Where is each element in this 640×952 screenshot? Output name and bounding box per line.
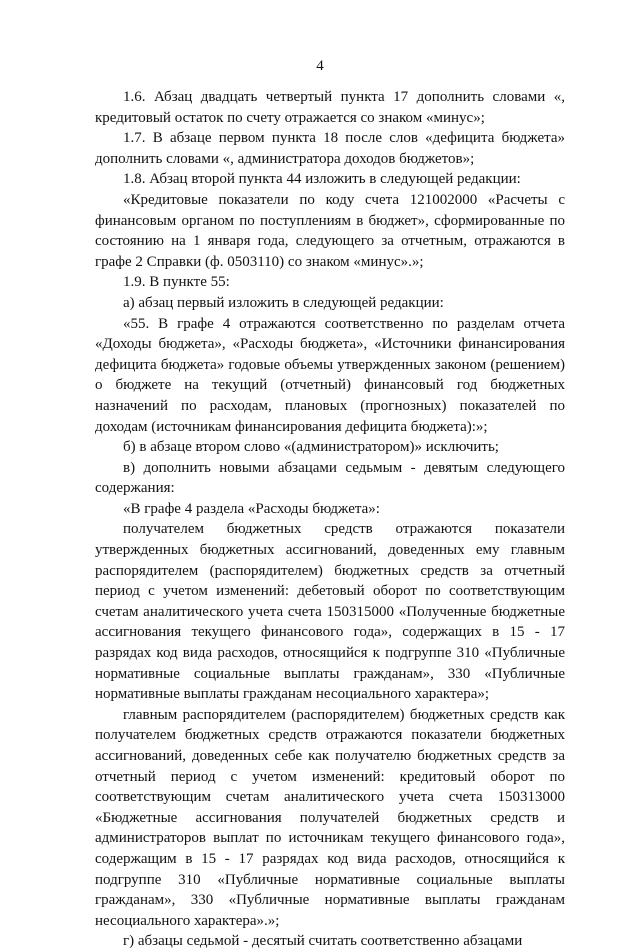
paragraph-1-9-a-quote: «55. В графе 4 отражаются соответственно по разделам отчета «Доходы бюджета», «Расходы бюджета», «Источники финансирования дефицита бюджета» годовые объемы утвержденных законом (решением) о бюджете на текущий (отчетный) финансовый год бюджетных назначений по расходам, плановых (прогнозных) показателей по доходам (источникам финансирования дефицита бюджета):»; [95,315,565,435]
paragraph-1-6: 1.6. Абзац двадцать четвертый пункта 17 дополнить словами «, кредитовый остаток по счету отражается со знаком «минус»; [95,89,565,126]
paragraph-1-7: 1.7. В абзаце первом пункта 18 после слов «дефицита бюджета» дополнить словами «, администратора доходов бюджетов»; [95,130,565,167]
page-number: 4 [316,58,324,74]
paragraph-1-8: 1.8. Абзац второй пункта 44 изложить в следующей редакции: [123,171,521,188]
paragraph-1-9-b: б) в абзаце втором слово «(администратором)» исключить; [123,439,499,456]
paragraph-1-9-g: г) абзацы седьмой - десятый считать соответственно абзацами [123,933,523,950]
paragraph-1-9-a: а) абзац первый изложить в следующей редакции: [123,294,444,311]
paragraph-1-8-quote: «Кредитовые показатели по коду счета 121002000 «Расчеты с финансовым органом по поступлениям в бюджет», сформированные по состоянию на 1 января года, следующего за отчетным, отражаются в графе 2 Справки (ф. 0503110) со знаком «минус».»; [95,191,565,270]
paragraph-1-9-v-recipient: получателем бюджетных средств отражаются показатели утвержденных бюджетных ассигнований, доведенных ему главным распорядителем (распорядителем) бюджетных средств за отчетный период с учетом изменений: дебетовый оборот по соответствующим счетам аналитического учета счета 150315000 «Полученные бюджетные ассигнования текущего финансового года», содержащих в 15 - 17 разрядах код вида расходов, относящийся к подгруппе 310 «Публичные нормативные социальные выплаты гражданам», 330 «Публичные нормативные выплаты гражданам несоциального характера»; [95,521,565,703]
document-body [95,87,565,952]
paragraph-1-9-v: в) дополнить новыми абзацами седьмым - девятым следующего содержания: [95,459,565,497]
paragraph-1-9-v-heading: «В графе 4 раздела «Расходы бюджета»: [123,500,380,517]
paragraph-1-9-v-main-manager: главным распорядителем (распорядителем) бюджетных средств как получателем бюджетных средств отражаются показатели бюджетных ассигнований, доведенных себе как получателю бюджетных средств за отчетный период с учетом изменений: кредитовый оборот по соответствующим счетам аналитического учета счета 150313000 «Бюджетные ассигнования получателей бюджетных средств и администраторов выплат по источникам текущего финансового года», содержащим в 15 - 17 разрядах код вида расходов, относящийся к подгруппе 310 «Публичные нормативные социальные выплаты гражданам», 330 «Публичные нормативные выплаты гражданам несоциального характера».»; [95,706,565,929]
paragraph-1-9: 1.9. В пункте 55: [123,274,230,291]
